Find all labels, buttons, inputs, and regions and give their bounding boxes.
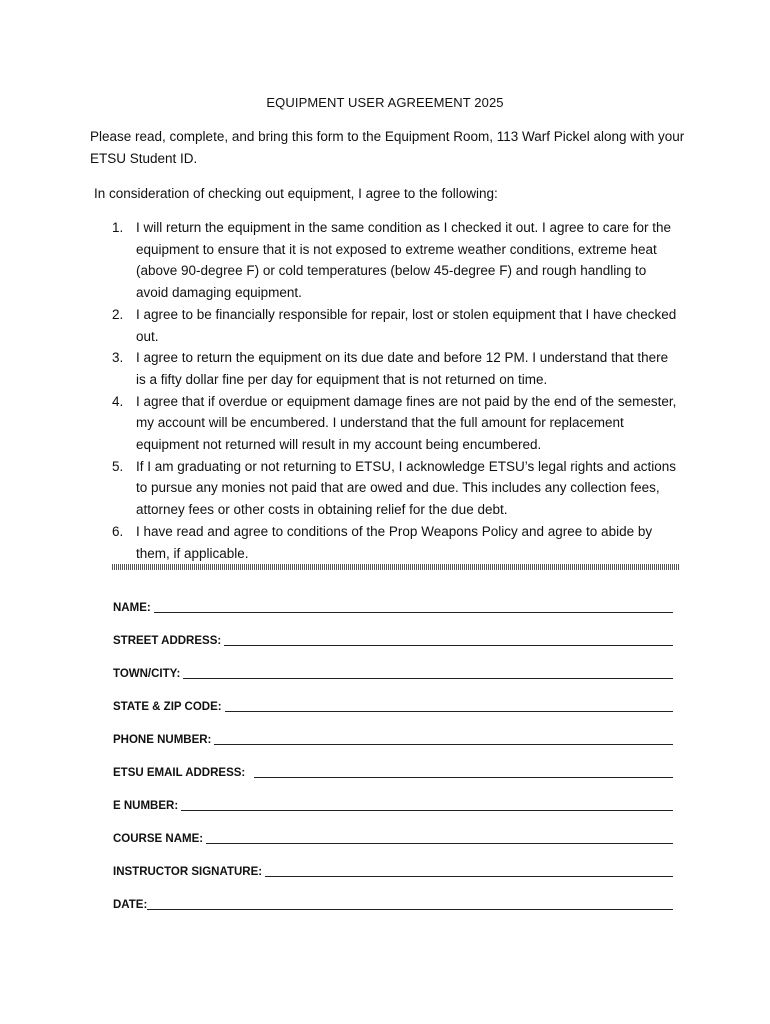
intro-paragraph: Please read, complete, and bring this form to the Equipment Room, 113 Warf Pickel along with your ETSU Student ID.: [90, 129, 685, 166]
name-input-line[interactable]: [154, 600, 673, 613]
list-item-number: 3.: [112, 350, 124, 366]
list-item-text: I agree that if overdue or equipment damage fines are not paid by the end of the semester, my account will be encumbered. I understand that the full amount for replacement equipment not returned will result in my account being encumbered.: [136, 393, 677, 453]
list-item: [112, 456, 678, 521]
email-field: [113, 748, 673, 781]
list-item-text: I agree to be financially responsible for repair, lost or stolen equipment that I have checked out.: [136, 306, 677, 344]
street-address-label: STREET ADDRESS:: [113, 635, 222, 647]
instructor-signature-label: INSTRUCTOR SIGNATURE:: [113, 866, 263, 878]
state-zip-input-line[interactable]: [225, 699, 673, 712]
terms-list: [112, 217, 678, 564]
phone-number-input-line[interactable]: [214, 732, 673, 745]
list-item: [112, 304, 678, 347]
list-item-number: 5.: [112, 458, 124, 474]
list-item-text: If I am graduating or not returning to ETSU, I acknowledge ETSU’s legal rights and actions to pursue any monies not paid that are owed and due. This includes any collection fees, attorney fees or other costs in obtaining relief for the due debt.: [136, 458, 677, 518]
instructor-signature-field: [113, 847, 673, 880]
list-item: [112, 521, 678, 564]
town-city-input-line[interactable]: [183, 666, 673, 679]
name-field: [113, 583, 673, 616]
consideration-statement: In consideration of checking out equipment, I agree to the following:: [94, 186, 498, 201]
date-label: DATE:: [113, 899, 148, 911]
list-item-number: 4.: [112, 393, 124, 409]
phone-number-field: [113, 715, 673, 748]
e-number-field: [113, 781, 673, 814]
list-item-number: 2.: [112, 306, 124, 322]
list-item: [112, 347, 678, 390]
course-name-label: COURSE NAME:: [113, 833, 204, 845]
course-name-input-line[interactable]: [206, 831, 673, 844]
list-item-text: I have read and agree to conditions of the Prop Weapons Policy and agree to abide by them, if applicable.: [136, 523, 653, 561]
document-title: EQUIPMENT USER AGREEMENT 2025: [266, 95, 504, 110]
town-city-label: TOWN/CITY:: [113, 668, 181, 680]
list-item: [112, 391, 678, 456]
name-label: NAME:: [113, 602, 151, 614]
state-zip-field: [113, 682, 673, 715]
list-item-text: I agree to return the equipment on its due date and before 12 PM. I understand that there is a fifty dollar fine per day for equipment that is not returned on time.: [136, 350, 669, 387]
street-address-field: [113, 616, 673, 649]
phone-number-label: PHONE NUMBER:: [113, 734, 212, 746]
email-label: ETSU EMAIL ADDRESS:: [113, 767, 246, 779]
date-input-line[interactable]: [147, 897, 673, 910]
state-zip-label: STATE & ZIP CODE:: [113, 701, 222, 713]
email-input-line[interactable]: [254, 765, 673, 778]
list-item-text: I will return the equipment in the same condition as I checked it out. I agree to care for the equipment to ensure that it is not exposed to extreme weather conditions, extreme heat (above 90-degree F) or cold temperatures (below 45-degree F) and rough handling to avoid damaging equipment.: [136, 220, 672, 301]
e-number-label: E NUMBER:: [113, 800, 179, 812]
form-fields: [113, 583, 673, 913]
course-name-field: [113, 814, 673, 847]
list-item: [112, 217, 678, 304]
section-divider: [112, 564, 680, 570]
street-address-input-line[interactable]: [224, 633, 673, 646]
instructor-signature-input-line[interactable]: [265, 864, 673, 877]
town-city-field: [113, 649, 673, 682]
e-number-input-line[interactable]: [181, 798, 673, 811]
list-item-number: 1.: [112, 220, 124, 235]
list-item-number: 6.: [112, 523, 124, 539]
date-field: [113, 880, 673, 913]
